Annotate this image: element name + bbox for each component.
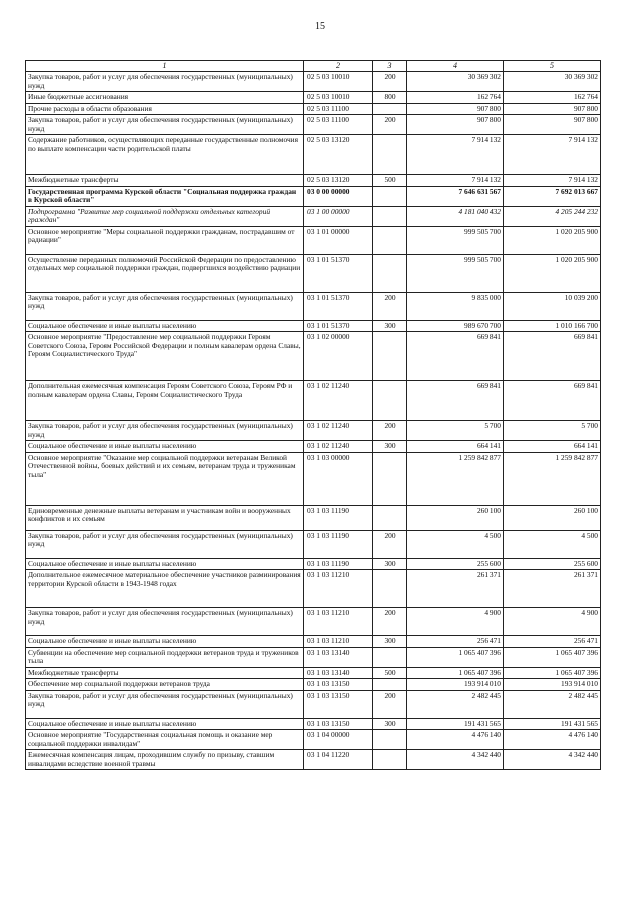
row-expense-type-cell (373, 135, 407, 175)
row-amount-2-cell: 4 342 440 (504, 750, 601, 770)
table-row (26, 332, 601, 381)
row-expense-type-cell: 200 (373, 421, 407, 441)
row-code-cell: 03 1 04 00000 (304, 730, 373, 750)
header-col-4: 4 (407, 61, 504, 72)
row-name-cell: Прочие расходы в области образования (26, 103, 304, 115)
row-expense-type-cell (373, 505, 407, 530)
row-amount-1-cell: 4 900 (407, 608, 504, 636)
row-amount-1-cell: 669 841 (407, 381, 504, 421)
row-amount-1-cell: 5 700 (407, 421, 504, 441)
table-row (26, 381, 601, 421)
row-amount-1-cell: 1 065 407 396 (407, 667, 504, 679)
row-expense-type-cell (373, 103, 407, 115)
row-amount-2-cell: 2 482 445 (504, 690, 601, 718)
row-amount-1-cell: 193 914 010 (407, 679, 504, 691)
row-amount-1-cell: 7 914 132 (407, 135, 504, 175)
row-expense-type-cell: 300 (373, 636, 407, 648)
table-row (26, 135, 601, 175)
row-name-cell: Закупка товаров, работ и услуг для обеспечения государственных (муниципальных) нужд (26, 72, 304, 92)
table-row (26, 72, 601, 92)
table-row (26, 530, 601, 558)
table-row (26, 320, 601, 332)
table-row (26, 558, 601, 570)
row-amount-2-cell: 669 841 (504, 332, 601, 381)
row-amount-2-cell: 255 600 (504, 558, 601, 570)
row-code-cell: 03 1 03 13150 (304, 679, 373, 691)
row-code-cell: 03 1 03 11210 (304, 608, 373, 636)
row-code-cell: 03 1 03 13140 (304, 647, 373, 667)
row-code-cell: 03 1 00 00000 (304, 206, 373, 226)
row-amount-1-cell: 4 500 (407, 530, 504, 558)
row-code-cell: 03 1 03 13150 (304, 718, 373, 730)
header-col-1: 1 (26, 61, 304, 72)
row-name-cell: Закупка товаров, работ и услуг для обеспечения государственных (муниципальных) нужд (26, 690, 304, 718)
row-amount-1-cell: 162 764 (407, 92, 504, 104)
table-row (26, 636, 601, 648)
table-row (26, 750, 601, 770)
row-amount-1-cell: 999 505 700 (407, 226, 504, 254)
row-expense-type-cell: 200 (373, 690, 407, 718)
row-amount-1-cell: 4 342 440 (407, 750, 504, 770)
row-name-cell: Единовременные денежные выплаты ветеранам и участникам войн и вооруженных конфликтов и их семьям (26, 505, 304, 530)
row-code-cell: 03 1 01 51370 (304, 254, 373, 292)
row-code-cell: 03 1 01 51370 (304, 292, 373, 320)
row-name-cell: Социальное обеспечение и иные выплаты населению (26, 718, 304, 730)
row-expense-type-cell: 500 (373, 175, 407, 187)
row-expense-type-cell: 300 (373, 718, 407, 730)
row-name-cell: Основное мероприятие "Государственная социальная помощь и оказание мер социальной поддержки инвалидам" (26, 730, 304, 750)
row-expense-type-cell (373, 647, 407, 667)
table-row (26, 452, 601, 505)
table-row (26, 441, 601, 453)
row-amount-1-cell: 9 835 000 (407, 292, 504, 320)
row-amount-2-cell: 193 914 010 (504, 679, 601, 691)
row-code-cell: 03 0 00 00000 (304, 186, 373, 206)
row-expense-type-cell: 300 (373, 558, 407, 570)
table-row (26, 226, 601, 254)
row-amount-2-cell: 4 500 (504, 530, 601, 558)
row-amount-1-cell: 2 482 445 (407, 690, 504, 718)
row-expense-type-cell: 200 (373, 608, 407, 636)
row-amount-1-cell: 255 600 (407, 558, 504, 570)
table-row (26, 608, 601, 636)
row-name-cell: Межбюджетные трансферты (26, 667, 304, 679)
table-row (26, 730, 601, 750)
row-expense-type-cell (373, 730, 407, 750)
table-row (26, 206, 601, 226)
table-row (26, 647, 601, 667)
table-body (26, 72, 601, 770)
row-amount-2-cell: 907 800 (504, 103, 601, 115)
table-row (26, 292, 601, 320)
row-code-cell: 02 5 03 13120 (304, 135, 373, 175)
row-expense-type-cell (373, 750, 407, 770)
table-row (26, 505, 601, 530)
row-name-cell: Закупка товаров, работ и услуг для обеспечения государственных (муниципальных) нужд (26, 421, 304, 441)
header-col-2: 2 (304, 61, 373, 72)
row-expense-type-cell (373, 381, 407, 421)
row-name-cell: Закупка товаров, работ и услуг для обеспечения государственных (муниципальных) нужд (26, 530, 304, 558)
row-name-cell: Социальное обеспечение и иные выплаты населению (26, 320, 304, 332)
row-expense-type-cell: 500 (373, 667, 407, 679)
row-code-cell: 02 5 03 11100 (304, 115, 373, 135)
row-amount-1-cell: 30 369 302 (407, 72, 504, 92)
row-amount-1-cell: 256 471 (407, 636, 504, 648)
row-code-cell: 03 1 01 51370 (304, 320, 373, 332)
row-amount-2-cell: 1 020 205 900 (504, 226, 601, 254)
header-col-3: 3 (373, 61, 407, 72)
table-row (26, 186, 601, 206)
row-expense-type-cell (373, 679, 407, 691)
row-code-cell: 03 1 03 11210 (304, 570, 373, 608)
row-name-cell: Социальное обеспечение и иные выплаты населению (26, 558, 304, 570)
row-amount-1-cell: 7 646 631 567 (407, 186, 504, 206)
table-row (26, 690, 601, 718)
row-amount-1-cell: 664 141 (407, 441, 504, 453)
row-expense-type-cell (373, 332, 407, 381)
row-amount-2-cell: 4 476 140 (504, 730, 601, 750)
row-name-cell: Закупка товаров, работ и услуг для обеспечения государственных (муниципальных) нужд (26, 292, 304, 320)
row-expense-type-cell (373, 206, 407, 226)
row-code-cell: 03 1 02 11240 (304, 441, 373, 453)
row-amount-2-cell: 7 914 132 (504, 175, 601, 187)
row-expense-type-cell: 200 (373, 292, 407, 320)
table-row (26, 679, 601, 691)
row-amount-1-cell: 260 100 (407, 505, 504, 530)
row-name-cell: Государственная программа Курской области "Социальная поддержка граждан в Курской области" (26, 186, 304, 206)
row-amount-1-cell: 4 181 040 432 (407, 206, 504, 226)
row-amount-1-cell: 4 476 140 (407, 730, 504, 750)
table-row (26, 115, 601, 135)
row-amount-2-cell: 5 700 (504, 421, 601, 441)
row-amount-2-cell: 30 369 302 (504, 72, 601, 92)
table-row (26, 175, 601, 187)
table-row (26, 570, 601, 608)
table-row (26, 254, 601, 292)
row-name-cell: Подпрограмма "Развитие мер социальной поддержки отдельных категорий граждан" (26, 206, 304, 226)
row-amount-1-cell: 999 505 700 (407, 254, 504, 292)
row-amount-1-cell: 261 371 (407, 570, 504, 608)
row-code-cell: 03 1 03 11190 (304, 530, 373, 558)
row-name-cell: Дополнительное ежемесячное материальное обеспечение участников разминирования территории Курской области в 1943-1948 годах (26, 570, 304, 608)
row-expense-type-cell (373, 254, 407, 292)
row-code-cell: 02 5 03 11100 (304, 103, 373, 115)
row-amount-2-cell: 1 065 407 396 (504, 647, 601, 667)
row-amount-2-cell: 7 914 132 (504, 135, 601, 175)
row-amount-2-cell: 162 764 (504, 92, 601, 104)
row-code-cell: 03 1 03 11210 (304, 636, 373, 648)
row-expense-type-cell (373, 226, 407, 254)
row-code-cell: 03 1 03 13150 (304, 690, 373, 718)
row-amount-2-cell: 907 800 (504, 115, 601, 135)
row-name-cell: Социальное обеспечение и иные выплаты населению (26, 636, 304, 648)
row-amount-2-cell: 260 100 (504, 505, 601, 530)
row-expense-type-cell: 200 (373, 115, 407, 135)
table-row (26, 718, 601, 730)
row-expense-type-cell (373, 186, 407, 206)
row-amount-2-cell: 4 205 244 232 (504, 206, 601, 226)
table-row (26, 421, 601, 441)
row-expense-type-cell: 200 (373, 530, 407, 558)
row-expense-type-cell (373, 452, 407, 505)
row-name-cell: Социальное обеспечение и иные выплаты населению (26, 441, 304, 453)
table-row (26, 92, 601, 104)
row-amount-1-cell: 907 800 (407, 103, 504, 115)
table-row (26, 667, 601, 679)
row-amount-2-cell: 1 259 842 877 (504, 452, 601, 505)
row-expense-type-cell (373, 570, 407, 608)
row-amount-1-cell: 7 914 132 (407, 175, 504, 187)
row-amount-1-cell: 989 670 700 (407, 320, 504, 332)
row-amount-2-cell: 1 010 166 700 (504, 320, 601, 332)
row-name-cell: Содержание работников, осуществляющих переданные государственные полномочия по выплате компенсации части родительской платы (26, 135, 304, 175)
row-amount-1-cell: 907 800 (407, 115, 504, 135)
row-amount-2-cell: 256 471 (504, 636, 601, 648)
row-amount-2-cell: 261 371 (504, 570, 601, 608)
row-amount-2-cell: 191 431 565 (504, 718, 601, 730)
row-expense-type-cell: 300 (373, 441, 407, 453)
row-name-cell: Основное мероприятие "Меры социальной поддержки гражданам, пострадавшим от радиации" (26, 226, 304, 254)
row-expense-type-cell: 300 (373, 320, 407, 332)
row-name-cell: Ежемесячная компенсация лицам, проходившим службу по призыву, ставшим инвалидами вследствие военной травмы (26, 750, 304, 770)
row-code-cell: 03 1 03 00000 (304, 452, 373, 505)
row-name-cell: Закупка товаров, работ и услуг для обеспечения государственных (муниципальных) нужд (26, 608, 304, 636)
row-name-cell: Межбюджетные трансферты (26, 175, 304, 187)
page-number: 15 (315, 21, 325, 32)
row-amount-2-cell: 1 065 407 396 (504, 667, 601, 679)
row-code-cell: 03 1 02 11240 (304, 421, 373, 441)
header-col-5: 5 (504, 61, 601, 72)
row-name-cell: Основное мероприятие "Предоставление мер социальной поддержки Героям Советского Союза, Героям Российской Федерации и полным кавалерам ордена Славы, Героям Социалистического Труда" (26, 332, 304, 381)
row-amount-2-cell: 10 039 200 (504, 292, 601, 320)
row-name-cell: Основное мероприятие "Оказание мер социальной поддержки ветеранам Великой Отечественной войны, боевых действий и их семьям, ветеранам труда и труженикам тыла" (26, 452, 304, 505)
row-expense-type-cell: 200 (373, 72, 407, 92)
row-amount-1-cell: 669 841 (407, 332, 504, 381)
row-name-cell: Субвенции на обеспечение мер социальной поддержки ветеранов труда и тружеников тыла (26, 647, 304, 667)
header-row (26, 61, 601, 72)
row-name-cell: Дополнительная ежемесячная компенсация Героям Советского Союза, Героям РФ и полным кавалерам ордена Славы, Героям Социалистического Труда (26, 381, 304, 421)
row-name-cell: Обеспечение мер социальной поддержки ветеранов труда (26, 679, 304, 691)
row-amount-1-cell: 1 065 407 396 (407, 647, 504, 667)
table-row (26, 103, 601, 115)
budget-table (25, 60, 601, 770)
row-code-cell: 03 1 03 11190 (304, 558, 373, 570)
row-code-cell: 03 1 03 11190 (304, 505, 373, 530)
row-amount-2-cell: 669 841 (504, 381, 601, 421)
row-code-cell: 02 5 03 10010 (304, 92, 373, 104)
row-amount-2-cell: 664 141 (504, 441, 601, 453)
row-amount-2-cell: 4 900 (504, 608, 601, 636)
row-code-cell: 03 1 03 13140 (304, 667, 373, 679)
row-name-cell: Закупка товаров, работ и услуг для обеспечения государственных (муниципальных) нужд (26, 115, 304, 135)
row-amount-2-cell: 7 692 013 667 (504, 186, 601, 206)
row-code-cell: 03 1 04 11220 (304, 750, 373, 770)
row-amount-1-cell: 191 431 565 (407, 718, 504, 730)
row-name-cell: Иные бюджетные ассигнования (26, 92, 304, 104)
row-code-cell: 02 5 03 13120 (304, 175, 373, 187)
row-code-cell: 03 1 02 11240 (304, 381, 373, 421)
row-name-cell: Осуществление переданных полномочий Российской Федерации по предоставлению отдельных мер социальной поддержки граждан, подвергшихся воздействию радиации (26, 254, 304, 292)
row-amount-2-cell: 1 020 205 900 (504, 254, 601, 292)
row-code-cell: 03 1 02 00000 (304, 332, 373, 381)
row-code-cell: 03 1 01 00000 (304, 226, 373, 254)
row-code-cell: 02 5 03 10010 (304, 72, 373, 92)
row-expense-type-cell: 800 (373, 92, 407, 104)
row-amount-1-cell: 1 259 842 877 (407, 452, 504, 505)
